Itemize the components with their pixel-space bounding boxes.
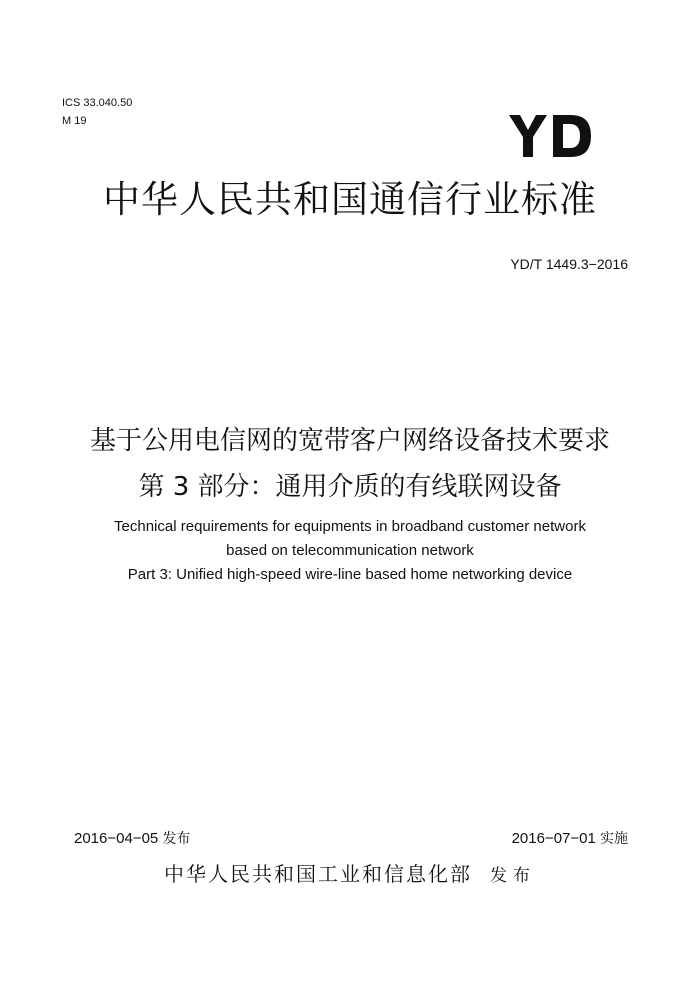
effective-date — [512, 829, 628, 849]
english-title-line-1: Technical requirements for equipments in broadband customer network — [114, 518, 586, 535]
publish-date-label: 发布 — [162, 831, 191, 847]
issuer-action: 发布 — [490, 866, 536, 886]
yd-logo — [509, 115, 591, 157]
issuer-line — [0, 860, 700, 890]
publish-date — [74, 829, 190, 849]
english-title-line-2: based on telecommunication network — [226, 542, 474, 559]
issuer-name: 中华人民共和国工业和信息化部 — [164, 862, 472, 886]
classification-code: M 19 — [62, 115, 87, 127]
effective-date-label: 实施 — [600, 831, 628, 847]
chinese-title-line-1: 基于公用电信网的宽带客户网络设备技术要求 — [89, 426, 610, 456]
publish-date-value: 2016−04−05 — [74, 830, 159, 847]
chinese-title-line-2: 第 3 部分：通用介质的有线联网设备 — [138, 472, 562, 502]
english-title-line-3: Part 3: Unified high-speed wire-line based home networking device — [127, 566, 573, 583]
standard-number: YD/T 1449.3−2016 — [510, 256, 628, 272]
ics-code: ICS 33.040.50 — [62, 97, 133, 109]
effective-date-value: 2016−07−01 — [511, 830, 596, 847]
standard-category-title: 中华人民共和国通信行业标准 — [103, 178, 597, 221]
